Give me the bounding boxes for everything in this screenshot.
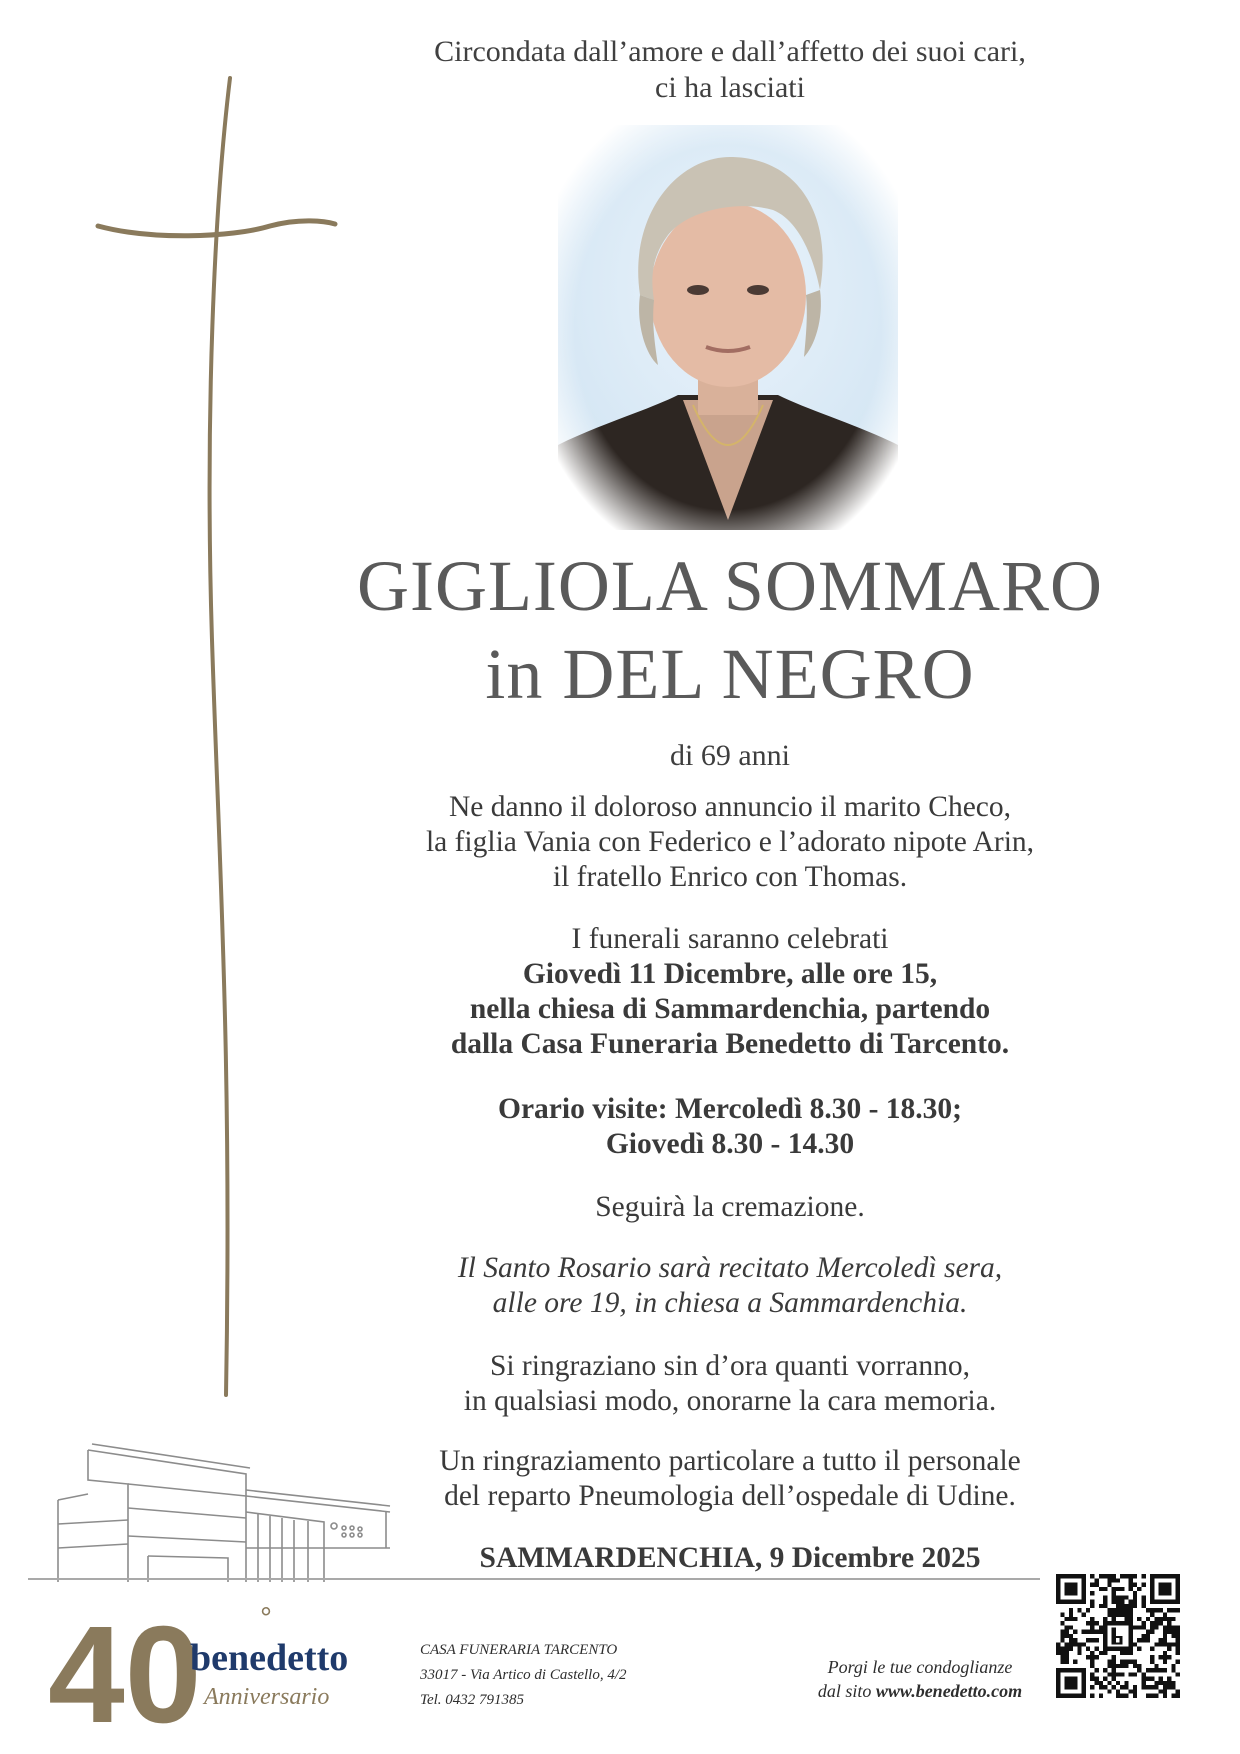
cross-icon [0, 0, 340, 1420]
announcement-paragraph [330, 790, 1130, 895]
address-line: 33017 - Via Artico di Castello, 4/2 [420, 1667, 627, 1683]
deceased-age: di 69 anni [670, 739, 790, 772]
special-thanks-line: del reparto Pneumologia dell’ospedale di Udine. [444, 1480, 1016, 1512]
funeral-paragraph [330, 922, 1130, 1062]
funeral-home-address [420, 1638, 627, 1713]
intro-line: ci ha lasciati [655, 71, 805, 104]
footer-divider [28, 1578, 1040, 1580]
rosary-line: Il Santo Rosario sarà recitato Mercoledì sera, [457, 1252, 1003, 1284]
thanks-line: in qualsiasi modo, onorarne la cara memoria. [463, 1385, 997, 1417]
announcement-line: il fratello Enrico con Thomas. [552, 861, 908, 893]
thanks-line: Si ringraziano sin d’ora quanti vorranno, [489, 1350, 971, 1382]
address-line: CASA FUNERARIA TARCENTO [420, 1642, 618, 1658]
funeral-line: dalla Casa Funeraria Benedetto di Tarcento. [450, 1028, 1010, 1060]
cremation-note: Seguirà la cremazione. [595, 1191, 865, 1223]
visiting-hours [330, 1092, 1130, 1162]
address-line: Tel. 0432 791385 [420, 1692, 525, 1708]
funeral-line: Giovedì 11 Dicembre, alle ore 15, [522, 958, 938, 990]
deceased-name: GIGLIOLA SOMMARO [356, 546, 1104, 626]
portrait-photo [558, 125, 898, 530]
logo-subtitle: Anniversario [204, 1684, 330, 1710]
funeral-home-building-icon [28, 1440, 408, 1582]
benedetto-40-anniversary-logo [48, 1584, 408, 1734]
funeral-intro: I funerali saranno celebrati [571, 923, 889, 955]
special-thanks-line: Un ringraziamento particolare a tutto il personale [439, 1445, 1021, 1477]
funeral-line: nella chiesa di Sammardenchia, partendo [469, 993, 991, 1025]
qr-code-icon[interactable] [1056, 1574, 1180, 1698]
visiting-hours-line: Orario visite: Mercoledì 8.30 - 18.30; [498, 1093, 962, 1125]
condolences-website-link[interactable]: www.benedetto.com [875, 1681, 1023, 1701]
announcement-line: Ne danno il doloroso annuncio il marito Checo, [448, 791, 1012, 823]
place-date: SAMMARDENCHIA, 9 Dicembre 2025 [479, 1542, 981, 1574]
condolences-line [790, 1679, 1050, 1703]
rosary-line: alle ore 19, in chiesa a Sammardenchia. [492, 1287, 968, 1319]
logo-brand: benedetto [190, 1637, 349, 1679]
logo-degree: ° [260, 1602, 272, 1635]
special-thanks-paragraph [330, 1444, 1130, 1514]
condolences-text [790, 1655, 1050, 1703]
thanks-paragraph [330, 1349, 1130, 1419]
condolences-prefix: dal sito [817, 1681, 876, 1701]
announcement-line: la figlia Vania con Federico e l’adorato nipote Arin, [425, 826, 1035, 858]
condolences-line: Porgi le tue condoglianze [827, 1657, 1013, 1677]
deceased-married-name: in DEL NEGRO [485, 634, 975, 714]
visiting-hours-line: Giovedì 8.30 - 14.30 [605, 1128, 855, 1160]
intro-line: Circondata dall’amore e dall’affetto dei suoi cari, [434, 35, 1026, 68]
logo-number: 40 [48, 1598, 202, 1734]
rosary-paragraph [330, 1251, 1130, 1321]
intro-text [330, 34, 1130, 106]
